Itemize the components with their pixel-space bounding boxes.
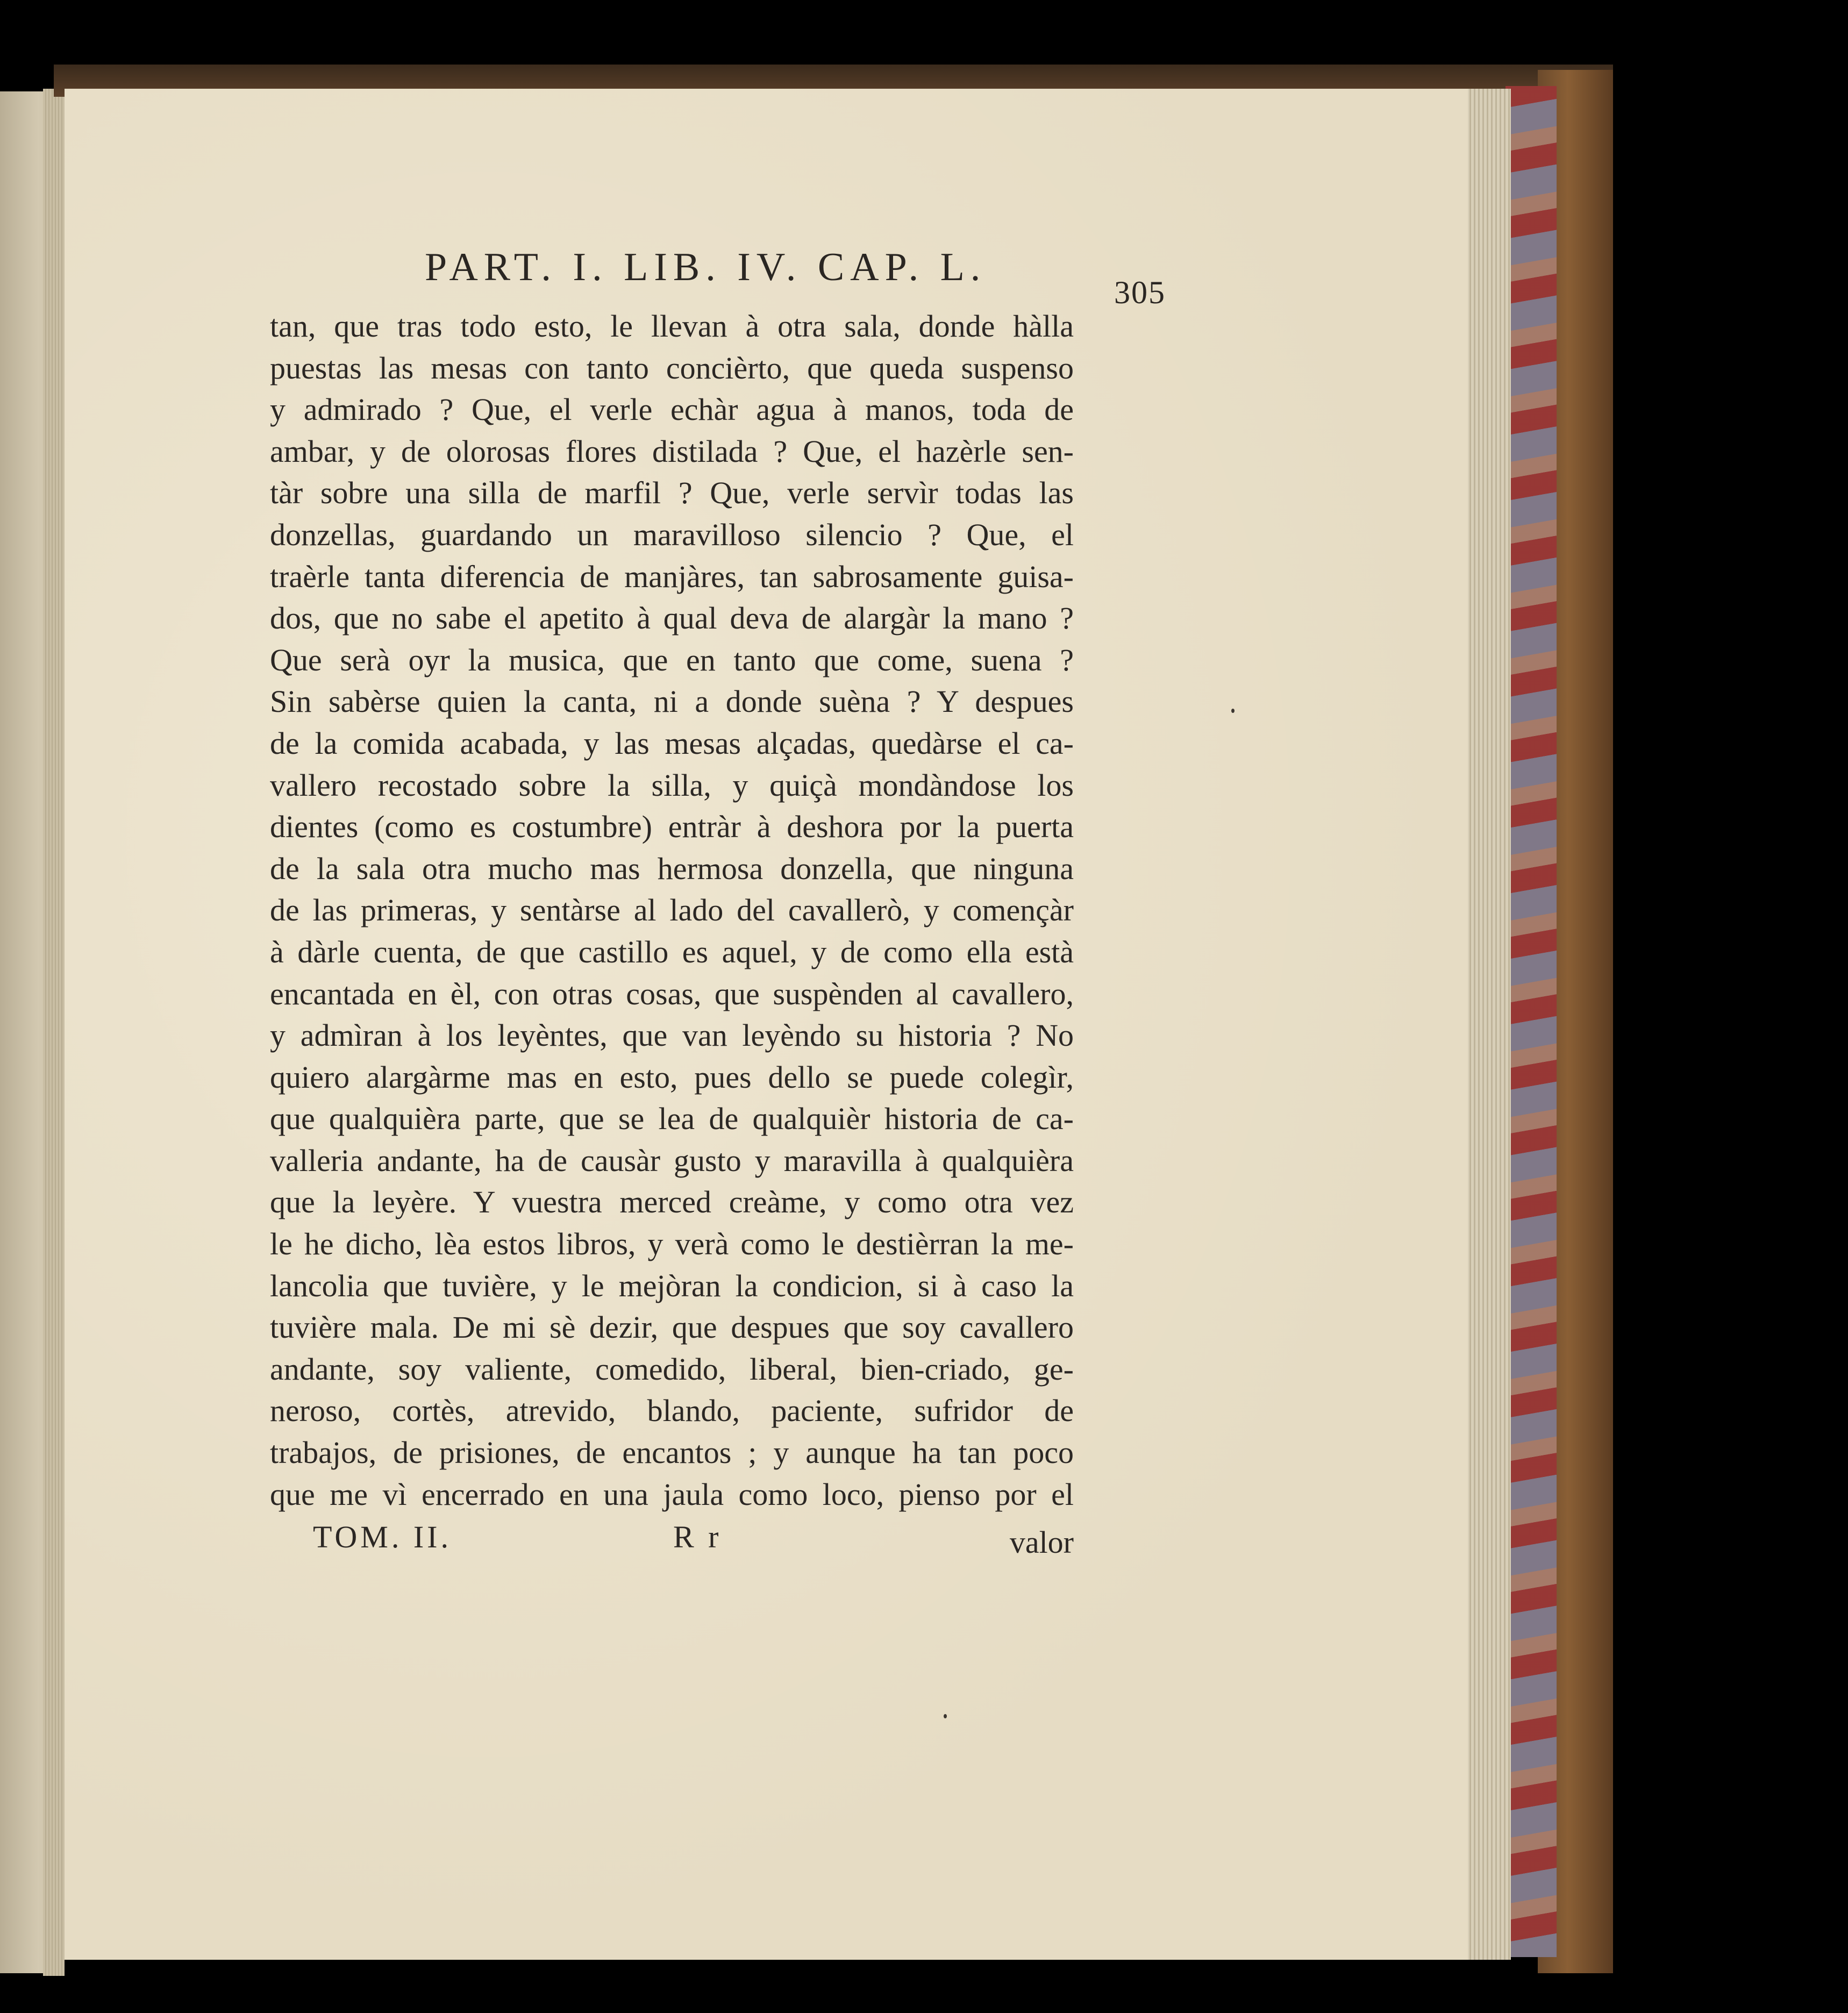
facing-page-leaves [43, 89, 65, 1976]
marbled-endpaper [1505, 86, 1557, 1957]
text-line: encantada en èl, con otras cosas, que suspènden al cavallero, [270, 976, 1074, 1011]
text-line: tàr sobre una silla de marfil ? Que, verle servìr todas las [270, 475, 1074, 511]
text-line: tan, que tras todo esto, le llevan à otra sala, donde hàlla [270, 309, 1074, 344]
text-line: dientes (como es costumbre) entràr à deshora por la puerta [270, 809, 1074, 845]
paper-speck [1231, 709, 1235, 713]
volume-signature: TOM. II. [313, 1519, 452, 1554]
text-line: neroso, cortès, atrevido, blando, paciente, sufridor de [270, 1393, 1074, 1429]
page-fore-edge [1462, 89, 1511, 1960]
text-line: vallero recostado sobre la silla, y quiçà mondàndose los [270, 767, 1074, 803]
text-line: tuvière mala. De mi sè dezir, que despues que soy cavallero [270, 1310, 1074, 1345]
text-line: lancolia que tuvière, y le mejòran la condicion, si à caso la [270, 1268, 1074, 1303]
signature-mark: R r [673, 1519, 722, 1554]
paper-speck [944, 1714, 947, 1718]
text-line: de la comida acabada, y las mesas alçadas, quedàrse el ca- [270, 725, 1074, 761]
text-line: le he dicho, lèa estos libros, y verà como le destièrran la me- [270, 1226, 1074, 1262]
page-footer [270, 1519, 1074, 1562]
text-line: à dàrle cuenta, de que castillo es aquel, y de como ella està [270, 934, 1074, 969]
text-line: de las primeras, y sentàrse al lado del cavallerò, y començàr [270, 893, 1074, 928]
text-line: Que serà oyr la musica, que en tanto que come, suena ? [270, 642, 1074, 677]
text-line: que me vì encerrado en una jaula como loco, pienso por el [270, 1476, 1074, 1512]
text-line: quiero alargàrme mas en esto, pues dello se puede colegìr, [270, 1059, 1074, 1095]
text-line: dos, que no sabe el apetito à qual deva de alargàr la mano ? [270, 601, 1074, 636]
catchword: valor [1009, 1525, 1074, 1560]
text-line: de la sala otra mucho mas hermosa donzella, que ninguna [270, 851, 1074, 886]
text-line: traèrle tanta diferencia de manjàres, tan sabrosamente guisa- [270, 559, 1074, 594]
text-line: y admìran à los leyèntes, que van leyèndo su historia ? No [270, 1018, 1074, 1053]
running-head: PART. I. LIB. IV. CAP. L. [425, 245, 987, 289]
text-line: valleria andante, ha de causàr gusto y maravilla à qualquièra [270, 1143, 1074, 1178]
text-line: puestas las mesas con tanto concièrto, que queda suspenso [270, 350, 1074, 386]
text-line: donzellas, guardando un maravilloso silencio ? Que, el [270, 517, 1074, 552]
text-line: ambar, y de olorosas flores distilada ? Que, el hazèrle sen- [270, 433, 1074, 469]
page-number: 305 [1114, 275, 1166, 310]
text-line: andante, soy valiente, comedido, liberal, bien-criado, ge- [270, 1351, 1074, 1387]
body-text [270, 305, 1074, 1515]
text-line: trabajos, de prisiones, de encantos ; y aunque ha tan poco [270, 1435, 1074, 1471]
text-line: Sin sabèrse quien la canta, ni a donde suèna ? Y despues [270, 684, 1074, 719]
text-line: que la leyère. Y vuestra merced creàme, y como otra vez [270, 1184, 1074, 1220]
text-line: que qualquièra parte, que se lea de qualquièr historia de ca- [270, 1101, 1074, 1137]
text-line: y admirado ? Que, el verle echàr agua à manos, toda de [270, 392, 1074, 427]
